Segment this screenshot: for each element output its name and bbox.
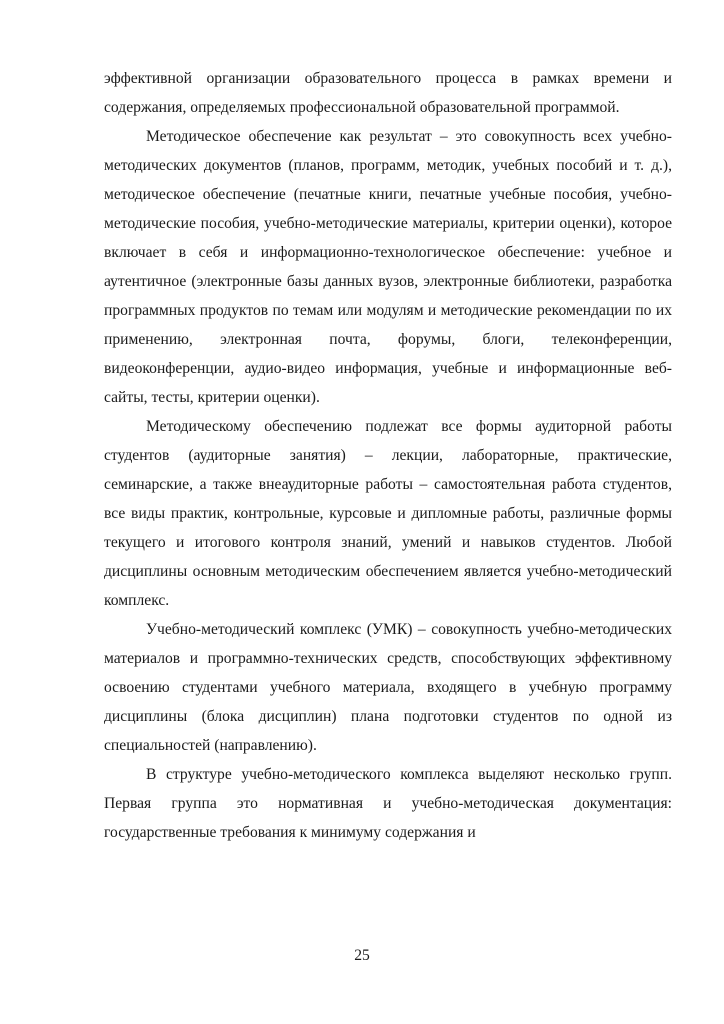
page-number: 25 (354, 947, 370, 964)
paragraph-umk-definition: Учебно-методический комплекс (УМК) – совокупность учебно-методических материалов и программно-технических средств, способствующих эффективному освоению студентами учебного материала, входящего в учебную программу дисциплины (блока дисциплин) плана подготовки студентов по одной из специальностей (направлению). (104, 621, 672, 754)
paragraph-forms-of-work: Методическому обеспечению подлежат все формы аудиторной работы студентов (аудиторные занятия) – лекции, лабораторные, практические, семинарские, а также внеаудиторные работы – самостоятельная работа студентов, все виды практик, контрольные, курсовые и дипломные работы, различные формы текущего и итогового контроля знаний, умений и навыков студентов. Любой дисциплины основным методическим обеспечением является учебно-методический комплекс. (104, 418, 672, 609)
paragraph-methodical-support: Методическое обеспечение как результат – это совокупность всех учебно-методических документов (планов, программ, методик, учебных пособий и т. д.), методическое обеспечение (печатные книги, печатные учебные пособия, учебно-методические пособия, учебно-методические материалы, критерии оценки), которое включает в себя и информационно-технологическое обеспечение: учебное и аутентичное (электронные базы данных вузов, электронные библиотеки, разработка программных продуктов по темам или модулям и методические рекомендации по их применению, электронная почта, форумы, блоги, телеконференции, видеоконференции, аудио-видео информация, учебные и информационные веб-сайты, тесты, критерии оценки). (104, 128, 672, 406)
paragraph-umk-structure: В структуре учебно-методического комплекса выделяют несколько групп. Первая группа это нормативная и учебно-методическая документация: государственные требования к минимуму содержания и (104, 766, 672, 841)
page-body (104, 64, 672, 847)
paragraph-continuation: эффективной организации образовательного процесса в рамках времени и содержания, определяемых профессиональной образовательной программой. (104, 70, 672, 116)
